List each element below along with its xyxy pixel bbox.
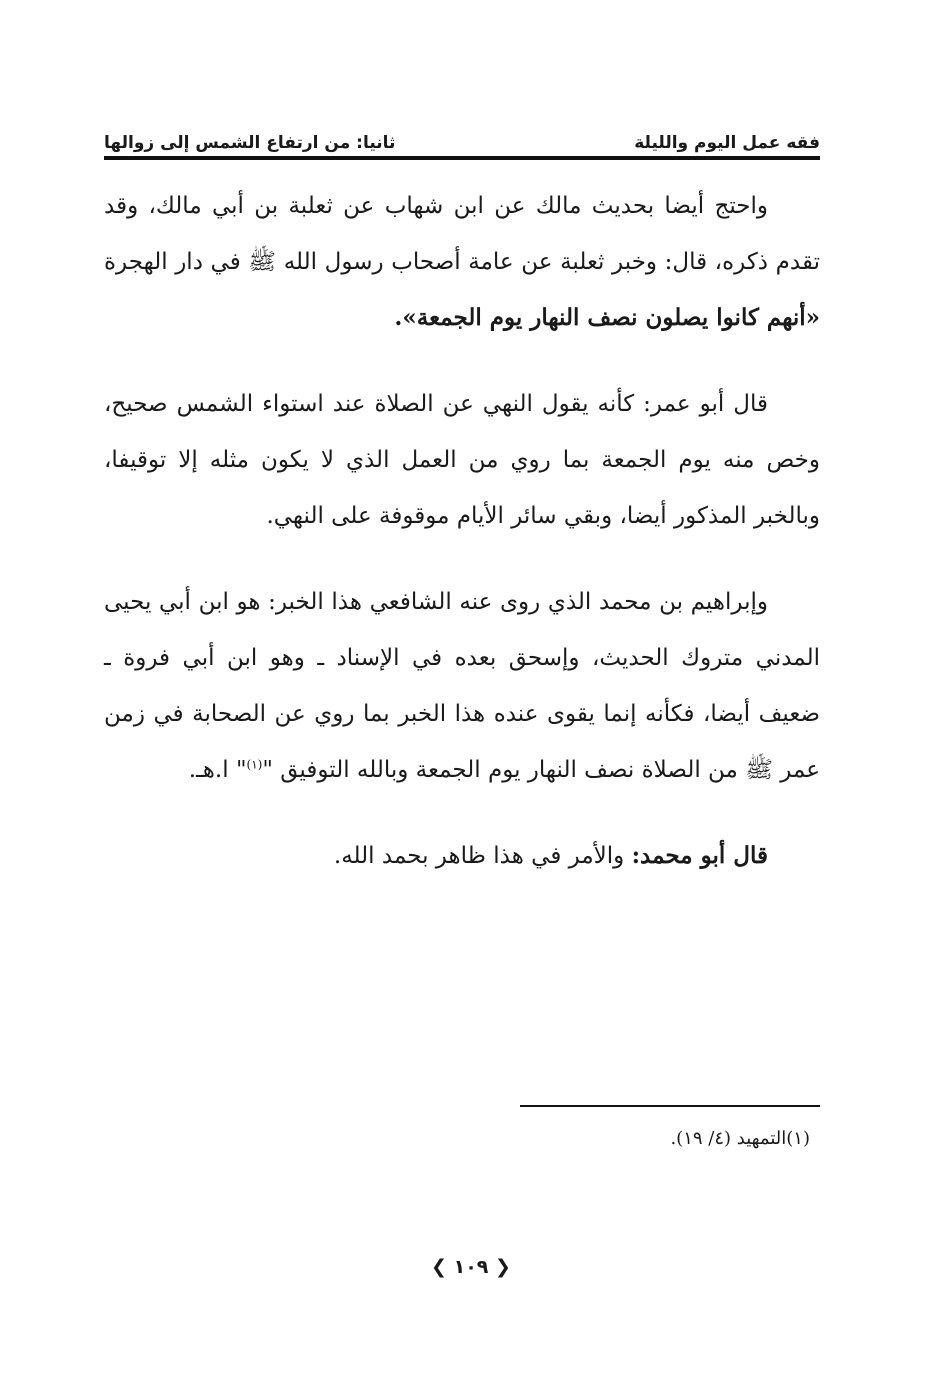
paragraph-4 [104, 828, 820, 884]
paragraph-2 [104, 376, 820, 544]
paragraph-1-text: واحتج أيضا بحديث مالك عن ابن شهاب عن ثعلبة بن أبي مالك، وقد تقدم ذكره، قال: وخبر ثعلبة عن عامة أصحاب رسول الله ﷺ في دار الهجرة [104, 193, 820, 275]
footnote: (١)التمهيد (٤/ ١٩). [670, 1128, 810, 1149]
paragraph-2-text: قال أبو عمر: كأنه يقول النهي عن الصلاة عند استواء الشمس صحيح، وخص منه يوم الجمعة بما روي من العمل الذي لا يكون مثله إلا توقيفا، وبالخبر المذكور أيضا، وبقي سائر الأيام موقوفة على النهي. [104, 391, 820, 529]
paragraph-1-quote: «أنهم كانوا يصلون نصف النهار يوم الجمعة». [394, 304, 820, 331]
paragraph-3-end: " ا.هـ. [188, 757, 247, 783]
page-number [0, 1256, 942, 1278]
chapter-title: ثانيا: من ارتفاع الشمس إلى زوالها [104, 133, 396, 153]
running-header [104, 128, 820, 158]
paragraph-1 [104, 178, 820, 346]
page-number-ornament-right: ❯ [431, 1256, 447, 1278]
header-divider [104, 156, 820, 160]
page-body [104, 178, 820, 914]
book-title: فقه عمل اليوم والليلة [634, 133, 820, 153]
paragraph-3-text: وإبراهيم بن محمد الذي روى عنه الشافعي هذا الخبر: هو ابن أبي يحيى المدني متروك الحديث، وإسحق بعده في الإسناد ـ وهو ابن أبي فروة ـ ضعيف أيضا، فكأنه إنما يقوى عنده هذا الخبر بما روي عن الصحابة في زمن عمر ﷺ من الصلاة نصف النهار يوم الجمعة وبالله التوفيق " [104, 589, 820, 783]
paragraph-4-text: والأمر في هذا ظاهر بحمد الله. [333, 843, 632, 869]
footnote-divider [520, 1105, 820, 1107]
paragraph-4-speaker: قال أبو محمد: [631, 842, 768, 869]
page-number-value: ١٠٩ [453, 1256, 489, 1278]
paragraph-3 [104, 574, 820, 798]
footnote-reference[interactable]: (١) [246, 757, 263, 772]
page-number-ornament-left: ❮ [495, 1256, 511, 1278]
